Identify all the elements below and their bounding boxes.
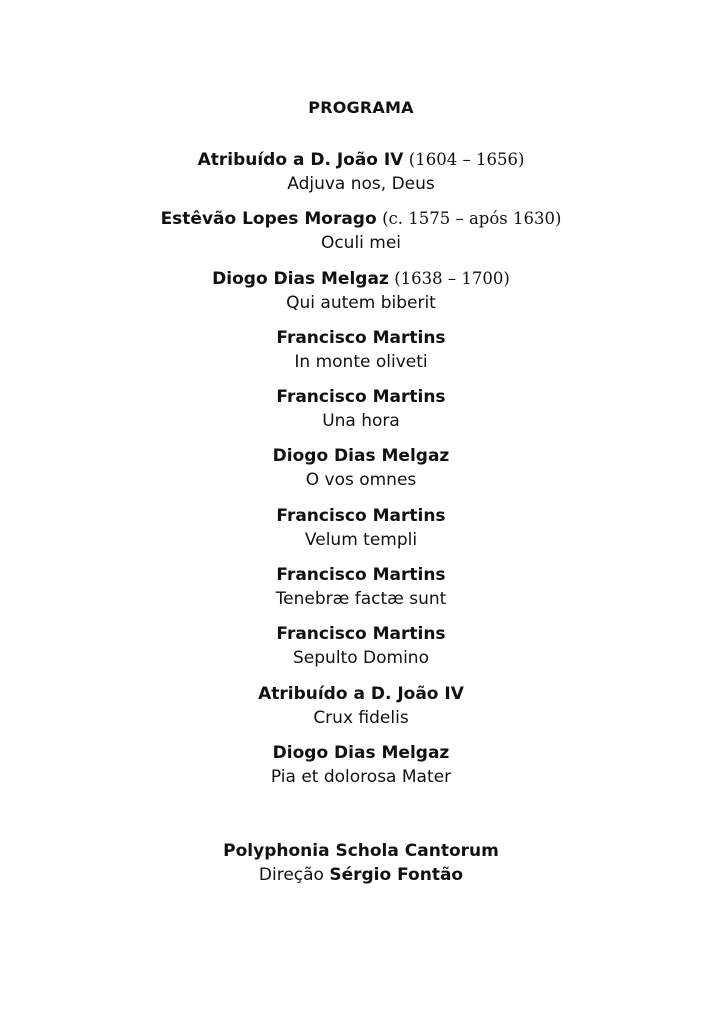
work-title: O vos omnes [305,470,417,491]
composer-line [0,148,722,172]
direction-label: Direção [258,865,324,885]
composer-name: Francisco Martins [276,387,446,408]
composer-line [0,444,722,468]
program-entry [0,207,722,266]
composer-name: Diogo Dias Melgaz [212,268,389,289]
composer-line [0,326,722,350]
work-title: Oculi mei [320,233,402,254]
composer-name: Francisco Martins [276,565,446,586]
program-entry [0,563,722,622]
program-entry [0,622,722,681]
composer-name: Atribuído a D. João IV [197,150,404,170]
ensemble-name: Polyphonia Schola Cantorum [223,841,499,861]
program-entry [0,682,722,741]
composer-line [0,207,722,231]
composer-name: Diogo Dias Melgaz [272,742,450,763]
composer-dates: (c. 1575 – após 1630) [382,209,562,229]
work-title: Una hora [322,411,400,432]
work-title: Sepulto Domino [293,648,429,669]
composer-line [0,741,722,765]
work-title: Crux fidelis [313,707,409,728]
work-title: Tenebræ factæ sunt [275,589,447,610]
performer-credits [0,839,722,887]
composer-name: Estêvão Lopes Morago [160,209,377,230]
composer-name: Atribuído a D. João IV [258,683,464,704]
program-entry [0,326,722,385]
composer-line [0,504,722,528]
direction-line [0,863,722,887]
program-entry [0,267,722,326]
composer-line [0,563,722,587]
work-title: In monte oliveti [294,351,428,372]
composer-line [0,622,722,646]
composer-name: Francisco Martins [276,624,446,645]
composer-line [0,267,722,291]
composer-dates: (1638 – 1700) [394,268,510,288]
composer-name: Diogo Dias Melgaz [272,446,450,467]
work-title: Qui autem biberit [286,292,436,313]
composer-name: Francisco Martins [276,327,446,348]
composer-name: Francisco Martins [276,505,446,526]
program-entry [0,385,722,444]
program-entry [0,741,722,800]
program-list [0,148,722,800]
composer-line [0,682,722,706]
program-entry [0,444,722,503]
work-title: Velum templi [304,529,418,550]
program-entry [0,504,722,563]
work-title: Pia et dolorosa Mater [270,766,452,787]
program-entry [0,148,722,207]
composer-line [0,385,722,409]
composer-dates: (1604 – 1656) [408,150,525,169]
program-heading: PROGRAMA [308,98,414,117]
work-title: Adjuva nos, Deus [287,174,435,194]
director-name: Sérgio Fontão [329,865,464,885]
